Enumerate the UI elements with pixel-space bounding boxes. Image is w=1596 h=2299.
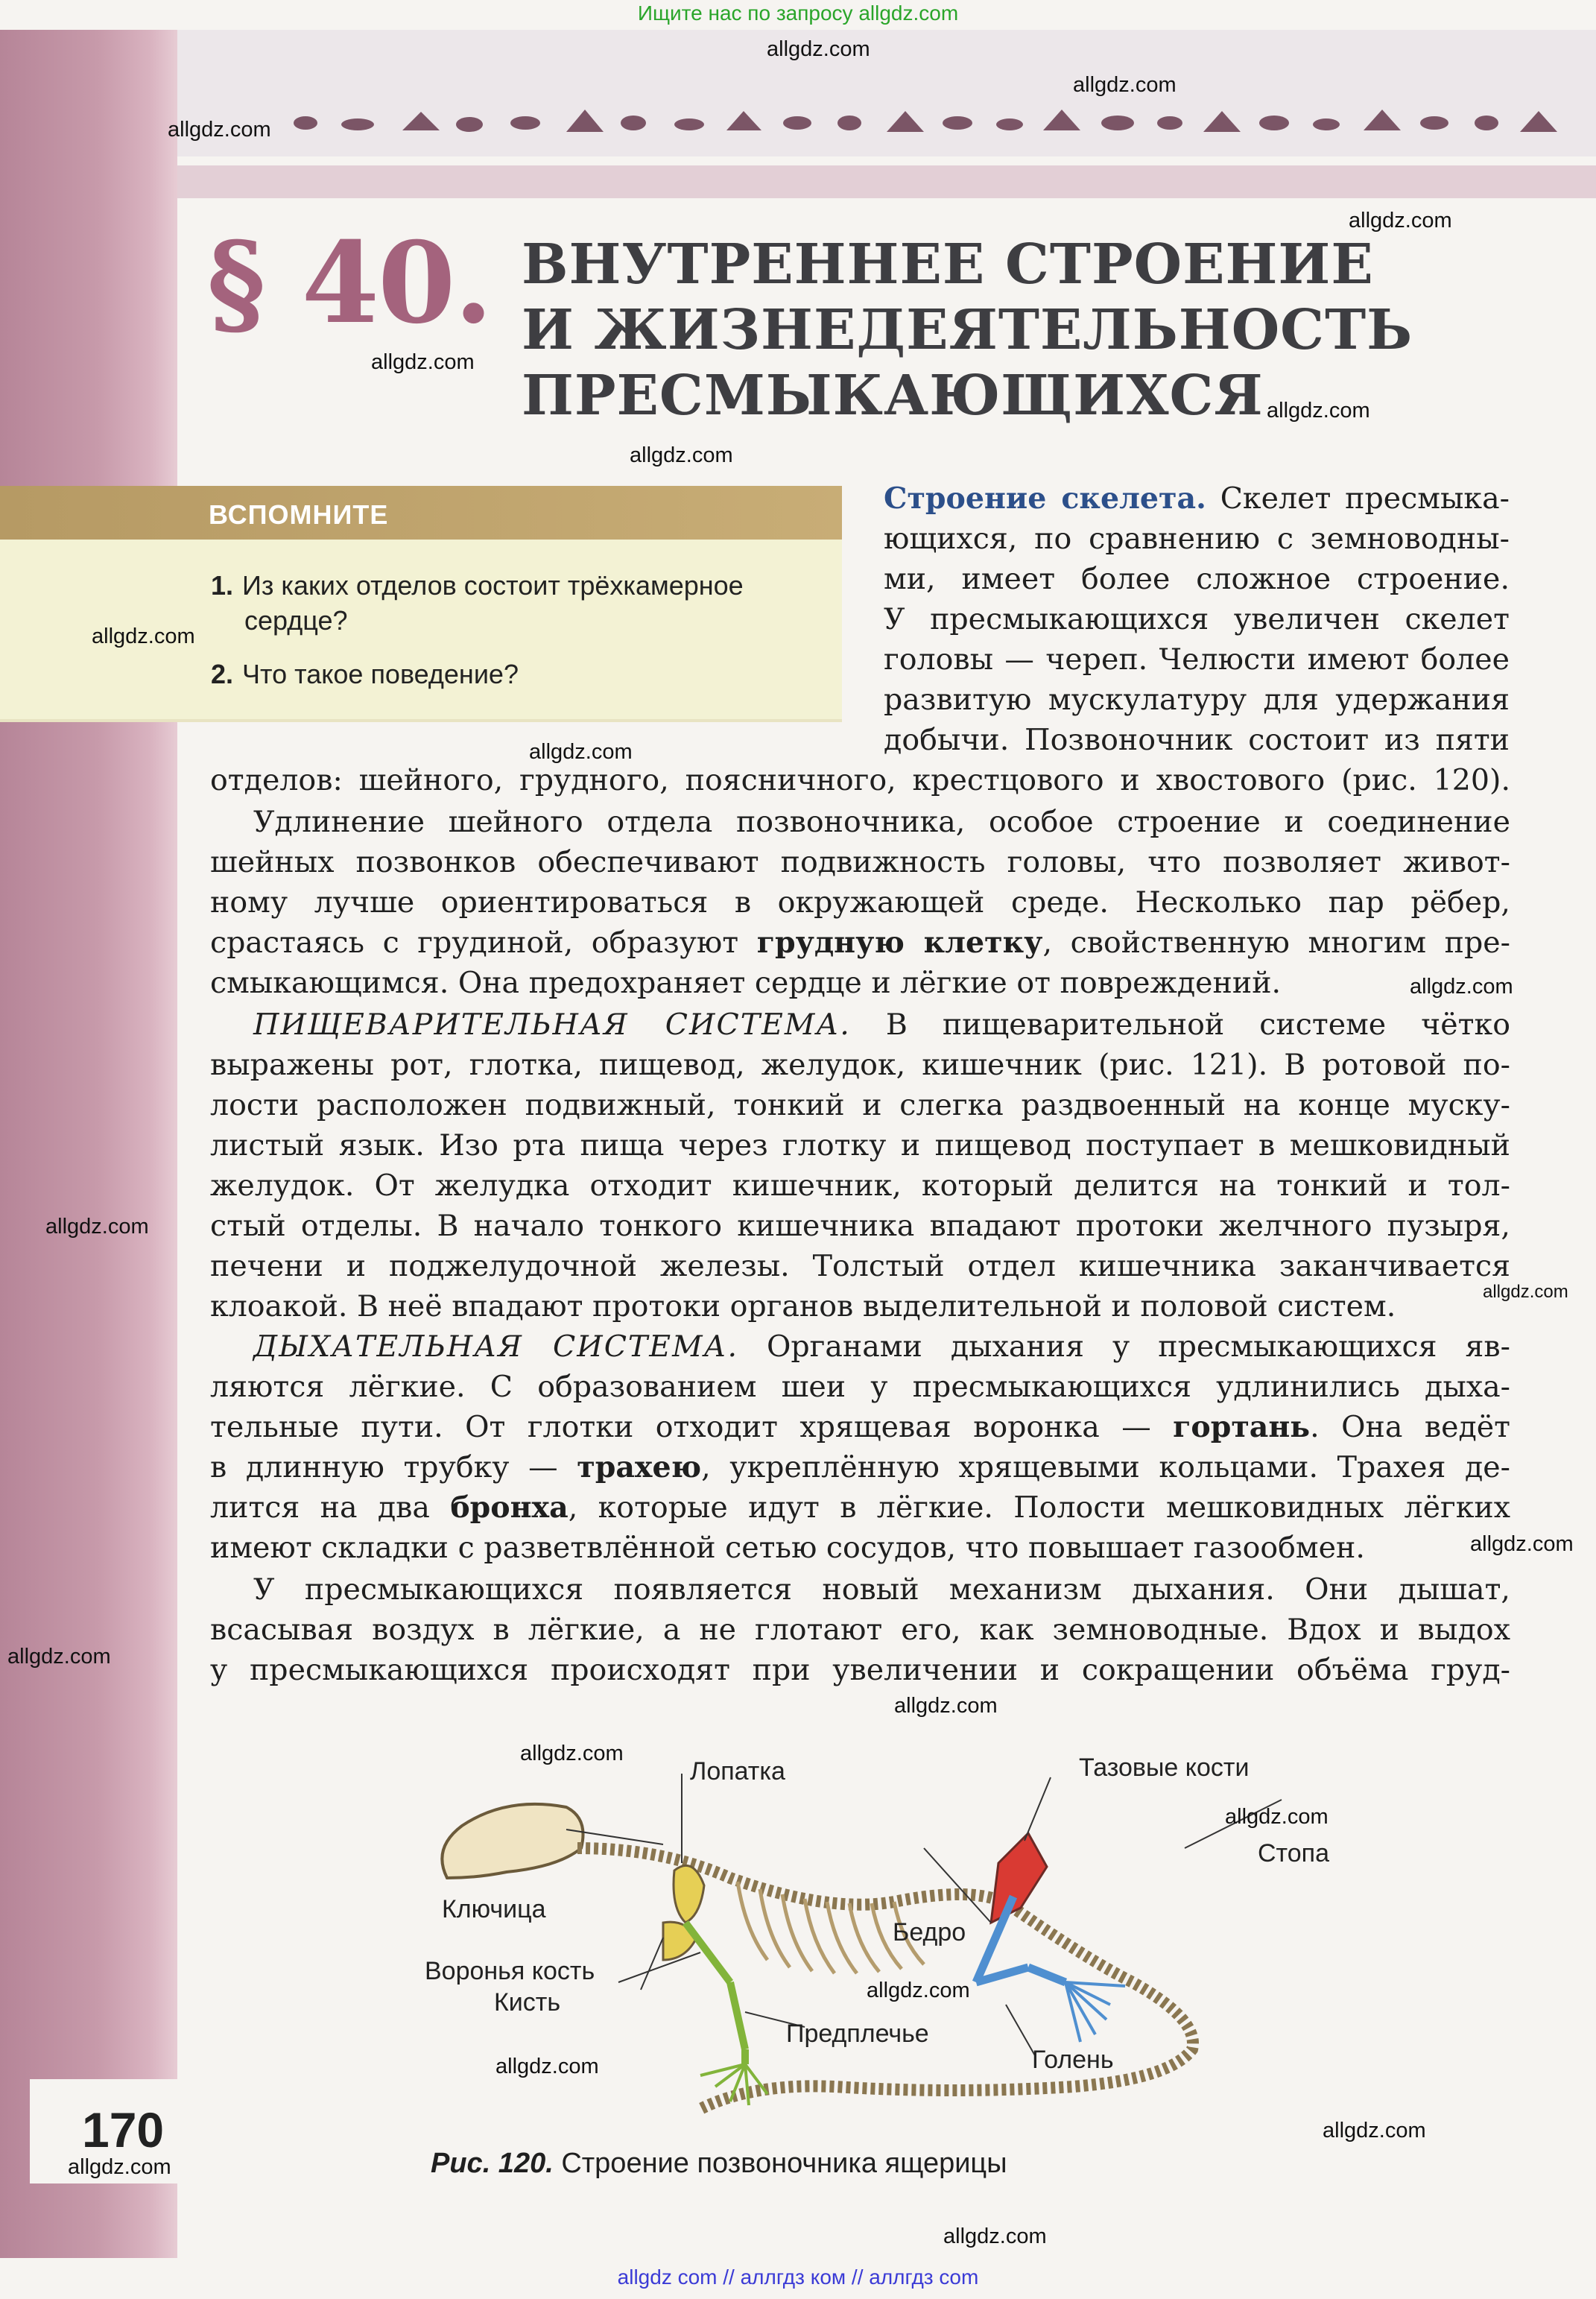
label-forearm: Предплечье (786, 2020, 929, 2048)
skull-icon (442, 1804, 583, 1878)
watermark: allgdz.com (7, 1645, 111, 1669)
watermark: allgdz.com (1073, 73, 1177, 97)
label-scapula: Лопатка (690, 1757, 785, 1786)
body-text: , которые идут в лёгкие. Полости мешковидных лёгких (568, 1490, 1510, 1525)
body-text: В пищеварительной системе чётко (885, 1008, 1510, 1042)
recall-question-2 (211, 659, 519, 690)
digestive-heading: ПИЩЕВАРИТЕЛЬНАЯ СИСТЕМА. (253, 1008, 851, 1042)
body-line (884, 478, 1510, 519)
question-text: Что такое поведение? (242, 659, 519, 689)
label-foot: Стопа (1258, 1839, 1329, 1868)
figure-caption-prefix: Рис. 120. (431, 2148, 554, 2179)
body-text: , свойственную многим пре- (1042, 926, 1510, 960)
body-line: у пресмыкающихся происходят при увеличении и сокращении объёма груд- (210, 1653, 1510, 1687)
body-line (210, 1487, 1510, 1528)
watermark: allgdz.com (68, 2155, 171, 2179)
body-line: У пресмыкающихся увеличен скелет (884, 602, 1510, 636)
watermark: allgdz.com (168, 118, 271, 142)
body-text: лится на два (210, 1490, 430, 1525)
skeleton-heading: Строение скелета. (884, 481, 1206, 516)
animal-silhouettes-strip (291, 101, 1596, 145)
label-femur: Бедро (893, 1918, 966, 1947)
page-number: 170 (82, 2102, 165, 2157)
body-line: выражены рот, глотка, пищевод, желудок, кишечник (рис. 121). В ротовой по- (210, 1048, 1510, 1082)
label-coracoid: Воронья кость (425, 1957, 595, 1985)
body-line: развитую мускулатуру для удержания (884, 683, 1510, 717)
scapula (674, 1865, 704, 1923)
term-larynx: гортань (1173, 1410, 1311, 1444)
body-line: шейных позвонков обеспечивают подвижность головы, что позволяет живот- (210, 845, 1510, 879)
body-line: желудок. От желудка отходит кишечник, который делится на тонкий и тол- (210, 1169, 1510, 1203)
body-line: всасывая воздух в лёгкие, а не глотают его, как земноводные. Вдох и выдох (210, 1613, 1510, 1647)
figure-caption-text: Строение позвоночника ящерицы (561, 2148, 1007, 2179)
label-hand: Кисть (494, 1988, 561, 2017)
watermark: allgdz.com (371, 350, 475, 374)
watermark: allgdz.com (1410, 975, 1513, 999)
forelimb (685, 1923, 745, 2064)
body-line: лости расположен подвижный, тонкий и слегка раздвоенный на конце муску- (210, 1088, 1510, 1122)
body-text: , укреплённую хрящевыми кольцами. Трахея де- (701, 1450, 1510, 1484)
section-title-line-1: ВНУТРЕННЕЕ СТРОЕНИЕ (522, 233, 1374, 297)
body-line: добычи. Позвоночник состоит из пяти (884, 723, 1510, 757)
watermark: allgdz.com (894, 1694, 998, 1718)
body-line (210, 1447, 1510, 1487)
body-line: ющихся, по сравнению с земноводны- (884, 522, 1510, 556)
top-banner-link[interactable]: Ищите нас по запросу allgdz.com (637, 1, 959, 25)
body-line: имеют складки с разветвлённой сетью сосудов, что повышает газообмен. (210, 1531, 1365, 1565)
watermark: allgdz.com (1267, 399, 1370, 423)
bottom-banner-link[interactable]: allgdz com // аллгдз ком // аллгдз com (617, 2265, 979, 2289)
title-band (177, 165, 1596, 198)
question-text: Из каких отделов состоит трёхкамерное (242, 570, 744, 601)
body-line (210, 1407, 1510, 1447)
recall-question-1 (211, 570, 744, 601)
body-text: в длинную трубку — (210, 1450, 558, 1484)
respiratory-heading: ДЫХАТЕЛЬНАЯ СИСТЕМА. (253, 1329, 739, 1364)
body-text: тельные пути. От глотки отходит хрящевая воронка — (210, 1410, 1151, 1444)
label-clavicle: Ключица (442, 1895, 546, 1923)
question-number: 2. (211, 659, 234, 689)
watermark: allgdz.com (1349, 209, 1452, 233)
watermark: allgdz.com (1483, 1282, 1568, 1302)
body-text: . Она ведёт (1310, 1410, 1510, 1444)
section-title-line-3: ПРЕСМЫКАЮЩИХСЯ (522, 364, 1264, 428)
body-line: печени и поджелудочной железы. Толстый отдел кишечника заканчивается (210, 1249, 1510, 1283)
pelvis (991, 1833, 1047, 1923)
watermark: allgdz.com (529, 740, 633, 764)
foot-bones (1065, 1982, 1125, 2042)
term-bronchi: бронха (450, 1490, 569, 1525)
body-line: ми, имеет более сложное строение. (884, 562, 1510, 596)
question-number: 1. (211, 570, 234, 601)
margin-strip (0, 30, 177, 2258)
watermark: allgdz.com (767, 37, 870, 61)
watermark: allgdz.com (1225, 1805, 1329, 1829)
body-line: стый отделы. В начало тонкого кишечника впадают протоки желчного пузыря, (210, 1209, 1510, 1243)
recall-question-1-cont: сердце? (244, 605, 348, 636)
body-line: смыкающимся. Она предохраняет сердце и лёгкие от повреждений. (210, 966, 1282, 1000)
body-line: ляются лёгкие. С образованием шеи у пресмыкающихся удлинились дыха- (210, 1370, 1510, 1404)
watermark: allgdz.com (520, 1742, 624, 1765)
body-line: У пресмыкающихся появляется новый механизм дыхания. Они дышат, (253, 1572, 1510, 1607)
body-line: головы — череп. Челюсти имеют более (884, 642, 1510, 677)
watermark: allgdz.com (867, 1979, 970, 2002)
watermark: allgdz.com (92, 624, 195, 648)
body-line (253, 1005, 1510, 1045)
section-title-line-2: И ЖИЗНЕДЕЯТЕЛЬНОСТЬ (522, 298, 1413, 362)
watermark: allgdz.com (45, 1215, 149, 1239)
label-shin: Голень (1032, 2046, 1114, 2074)
body-line: клоакой. В неё впадают протоки органов выделительной и половой систем. (210, 1289, 1396, 1324)
term-trachea: трахею (577, 1450, 702, 1484)
lizard-skeleton-figure (417, 1736, 1311, 2146)
body-line (253, 1326, 1510, 1367)
recall-title: ВСПОМНИТЕ (209, 499, 389, 530)
body-line: ному лучше ориентироваться в окружающей среде. Несколько пар рёбер, (210, 885, 1510, 920)
figure-caption (431, 2148, 1007, 2180)
body-line (210, 923, 1510, 963)
body-line: отделов: шейного, грудного, поясничного, крестцового и хвостового (рис. 120). (210, 763, 1510, 797)
body-line: Удлинение шейного отдела позвоночника, особое строение и соединение (253, 805, 1510, 839)
watermark: allgdz.com (495, 2055, 599, 2078)
term-ribcage: грудную клетку (756, 926, 1043, 960)
watermark: allgdz.com (1470, 1532, 1574, 1556)
body-text: срастаясь с грудиной, образуют (210, 926, 739, 960)
watermark: allgdz.com (943, 2224, 1047, 2248)
watermark: allgdz.com (630, 443, 733, 467)
label-pelvis: Тазовые кости (1079, 1753, 1250, 1782)
section-number: § 40. (207, 218, 492, 349)
watermark: allgdz.com (1323, 2119, 1426, 2143)
body-line: листый язык. Изо рта пища через глотку и пищевод поступает в мешковидный (210, 1128, 1510, 1163)
body-text: Скелет пресмыка- (1220, 481, 1510, 516)
recall-header (0, 486, 842, 540)
body-text: Органами дыхания у пресмыкающихся яв- (767, 1329, 1510, 1364)
